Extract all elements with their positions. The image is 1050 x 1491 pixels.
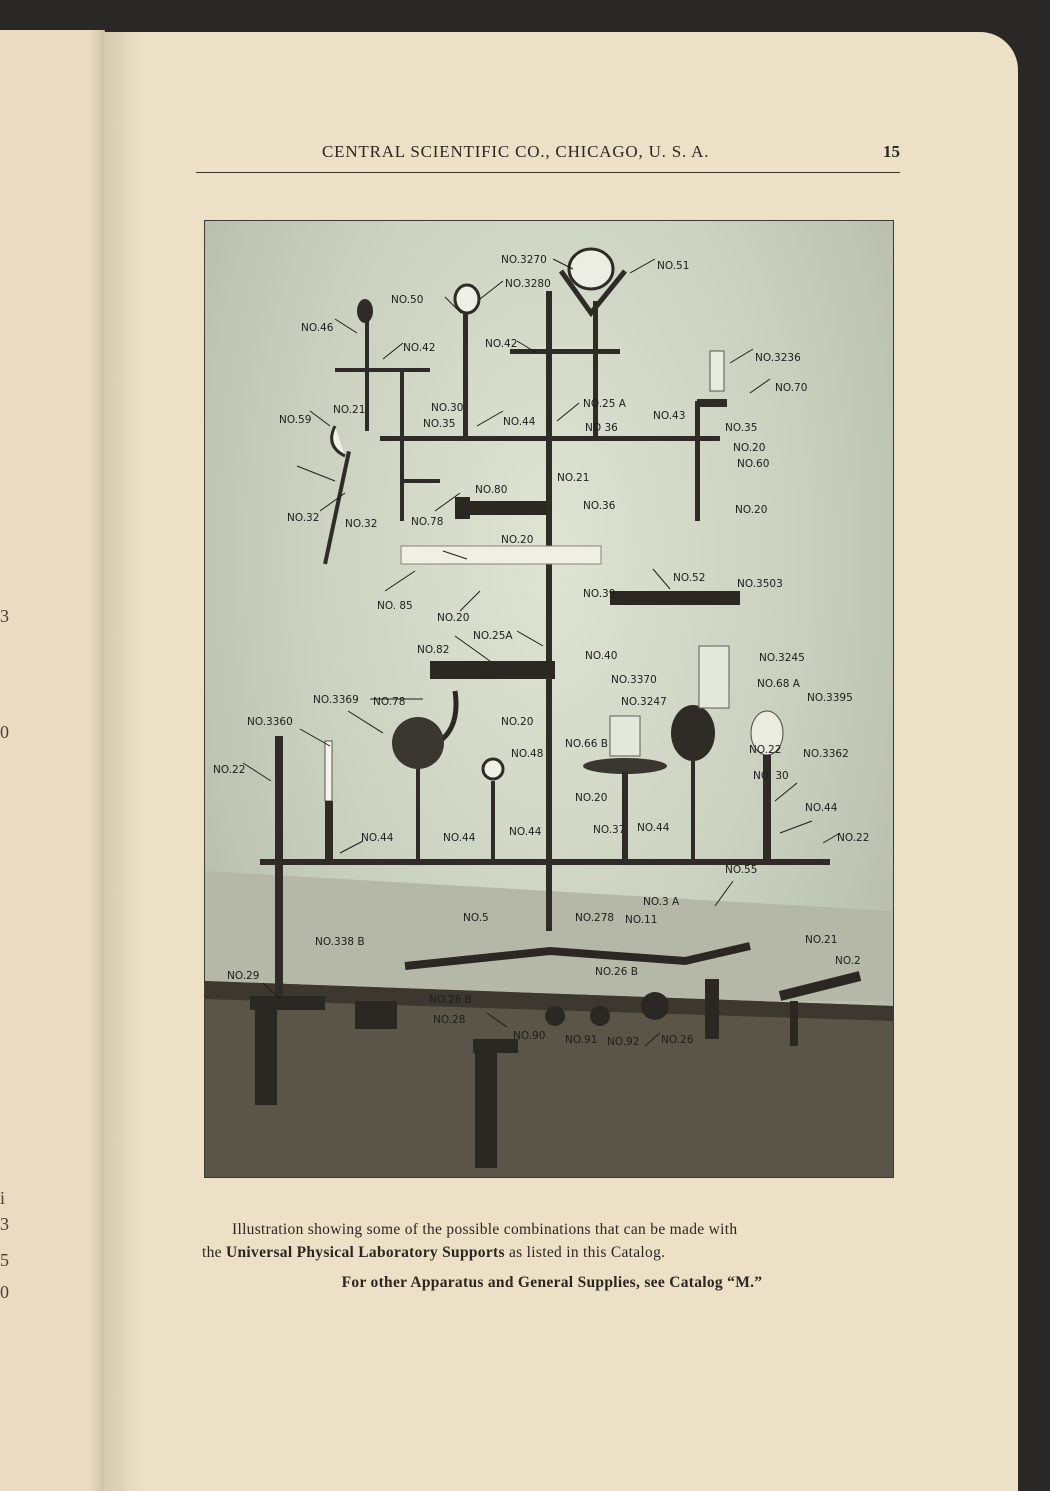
figure-caption [202, 1218, 902, 1264]
callout-label: NO.43 [653, 410, 686, 422]
callout-label: NO.80 [475, 484, 508, 496]
callout-label: NO.21 [333, 404, 366, 416]
callout-label: NO.278 [575, 912, 615, 924]
callout-label: NO.28 [433, 1014, 466, 1026]
callout-label: NO.21 [805, 934, 838, 946]
header-title: CENTRAL SCIENTIFIC CO., CHICAGO, U. S. A. [322, 142, 710, 161]
callout-label: NO.20 [575, 792, 608, 804]
callout-label: NO.29 [227, 970, 260, 982]
callout-label: NO.44 [805, 802, 838, 814]
callout-label: NO.59 [279, 414, 312, 426]
caption-line-2 [202, 1241, 902, 1264]
callout-label: NO.44 [361, 832, 394, 844]
main-vertical-rod [546, 291, 552, 931]
callout-label: NO.20 [501, 716, 534, 728]
callout-label: NO.21 [557, 472, 590, 484]
callout-label: NO.11 [625, 914, 658, 926]
left-page-glyph: i [0, 1188, 6, 1208]
callout-label: NO.20 [733, 442, 766, 454]
callout-label: NO.25A [473, 630, 513, 642]
page-header [196, 142, 900, 173]
page-gutter-shade [104, 32, 144, 1491]
callout-label: NO.60 [737, 458, 770, 470]
page-gutter-shadow [90, 30, 104, 1491]
callout-label: NO.5 [463, 912, 489, 924]
caption-line-2-end: as listed in this Catalog. [504, 1244, 666, 1261]
callout-label: NO.3503 [737, 578, 783, 590]
callout-label: NO.44 [509, 826, 542, 838]
callout-label: NO.91 [565, 1034, 598, 1046]
callout-label: NO.44 [637, 822, 670, 834]
callout-label: NO.40 [585, 650, 618, 662]
callout-label: NO.3370 [611, 674, 657, 686]
callout-label: NO.32 [287, 512, 320, 524]
callout-label: NO.50 [391, 294, 424, 306]
callout-label: NO.30 [431, 402, 464, 414]
callout-label: NO.3236 [755, 352, 801, 364]
callout-label: NO.22 [749, 744, 782, 756]
callout-label: NO.48 [511, 748, 544, 760]
callout-label: NO.55 [725, 864, 758, 876]
callout-label: NO.92 [607, 1036, 640, 1048]
callout-label: NO.51 [657, 260, 690, 272]
caption-product-name: Universal Physical Laboratory Supports [226, 1244, 505, 1261]
footer-note: For other Apparatus and General Supplies, see Catalog “M.” [341, 1274, 763, 1291]
callout-label: NO.35 [725, 422, 758, 434]
callout-label: NO.3247 [621, 696, 667, 708]
callout-label: NO.66 B [565, 738, 608, 750]
apparatus-drawing [205, 221, 893, 1177]
callout-label: NO.20 [437, 612, 470, 624]
callout-label: NO.26 [661, 1034, 694, 1046]
callout-label: NO.3360 [247, 716, 293, 728]
callout-label: NO.78 [373, 696, 406, 708]
callout-label: NO.32 [345, 518, 378, 530]
apparatus-illustration [204, 220, 894, 1178]
callout-label: NO.82 [417, 644, 450, 656]
callout-label: NO.3280 [505, 278, 551, 290]
callout-label: NO.20 [501, 534, 534, 546]
callout-label: NO.44 [503, 416, 536, 428]
callout-label: NO.52 [673, 572, 706, 584]
catalog-page [104, 32, 1018, 1491]
callout-label: NO.22 [213, 764, 246, 776]
callout-label: NO.3395 [807, 692, 853, 704]
left-page-glyph: 3 [0, 1214, 9, 1234]
callout-label: NO.44 [443, 832, 476, 844]
page-number: 15 [883, 142, 900, 161]
callout-label: NO.26 B [595, 966, 638, 978]
callout-label: NO.20 [735, 504, 768, 516]
callout-label: NO.338 B [315, 936, 365, 948]
callout-label: NO.26 B [429, 994, 472, 1006]
callout-label: NO.78 [411, 516, 444, 528]
left-page-glyph: 0 [0, 722, 9, 742]
callout-label: NO.3369 [313, 694, 359, 706]
caption-line-2-start: the [202, 1244, 227, 1261]
callout-label: NO. 85 [377, 600, 413, 612]
callout-label: NO.46 [301, 322, 334, 334]
callout-label: NO 36 [585, 422, 618, 434]
callout-label: NO.35 [423, 418, 456, 430]
callout-label: NO.3245 [759, 652, 805, 664]
callout-label: NO.42 [403, 342, 436, 354]
callout-label: NO.70 [775, 382, 808, 394]
callout-label: NO.3 A [643, 896, 680, 908]
left-page-glyph: 0 [0, 1282, 9, 1302]
callout-label: NO.37 [593, 824, 626, 836]
callout-label: NO. 30 [753, 770, 789, 782]
left-page-glyph: 3 [0, 606, 9, 626]
callout-label: NO.2 [835, 955, 861, 967]
callout-label: NO.22 [837, 832, 870, 844]
callout-label: NO.42 [485, 338, 518, 350]
callout-label: NO.36 [583, 500, 616, 512]
callout-label: NO.3362 [803, 748, 849, 760]
callout-label: NO.25 A [583, 398, 626, 410]
caption-line-1: Illustration showing some of the possible combinations that can be made with [232, 1221, 738, 1238]
callout-label: NO.3270 [501, 254, 547, 266]
left-page-glyph: 5 [0, 1250, 9, 1270]
callout-label: NO.39 [583, 588, 616, 600]
left-page-edge [0, 30, 105, 1491]
callout-label: NO.68 A [757, 678, 800, 690]
callout-label: NO.90 [513, 1030, 546, 1042]
